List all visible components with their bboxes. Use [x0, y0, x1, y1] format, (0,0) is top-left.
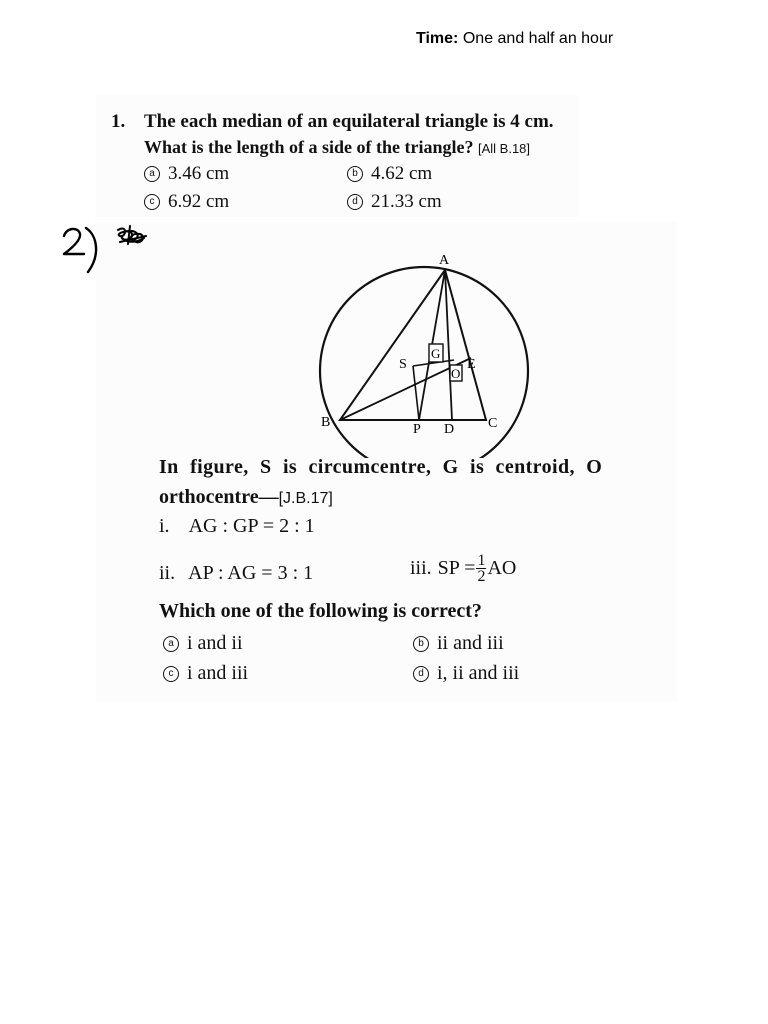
statement-iii: [410, 553, 516, 584]
handwritten-question-number: [58, 222, 158, 274]
label-g: G: [431, 346, 441, 361]
question-2-option-c: [163, 662, 248, 685]
statement-ii-label: ii.: [159, 562, 176, 584]
label-p: P: [413, 422, 421, 437]
time-label: Time:: [416, 30, 459, 47]
option-circle-icon: b: [413, 636, 429, 652]
option-circle-icon: c: [163, 666, 179, 682]
option-text: 3.46 cm: [168, 163, 230, 184]
label-a: A: [439, 253, 450, 268]
question-1-line2-text: What is the length of a side of the triangle?: [144, 137, 474, 157]
label-c: C: [488, 416, 498, 431]
fraction-one-half: [476, 553, 486, 584]
question-1-option-d: [347, 191, 442, 213]
statement-iii-pre: SP =: [437, 557, 476, 579]
statement-ii-text: AP : AG = 3 : 1: [188, 562, 314, 584]
option-text: i and ii: [187, 632, 243, 654]
question-2-line2: [159, 486, 333, 509]
line-sp: [413, 366, 419, 420]
option-circle-icon: d: [413, 666, 429, 682]
option-text: 6.92 cm: [168, 191, 230, 212]
statement-iii-post: AO: [487, 557, 517, 579]
question-1-card: [95, 95, 579, 217]
question-2-option-d: [413, 662, 519, 685]
option-circle-icon: d: [347, 194, 363, 210]
scribble-icon: [118, 226, 146, 244]
statement-i-text: AG : GP = 2 : 1: [188, 515, 315, 537]
option-circle-icon: c: [144, 194, 160, 210]
question-1-option-a: [144, 163, 229, 185]
question-1-option-b: [347, 163, 432, 185]
label-o: O: [451, 366, 461, 381]
fraction-numerator: 1: [477, 552, 486, 569]
question-2-line2-text: orthocentre—: [159, 486, 279, 508]
question-2-option-a: [163, 632, 243, 655]
question-2-line1: In figure, S is circumcentre, G is centroid, O: [159, 456, 603, 478]
option-text: i and iii: [187, 662, 249, 684]
statement-ii: [159, 562, 313, 585]
question-1-source: [All B.18]: [477, 141, 531, 156]
statement-i: [159, 515, 315, 538]
geometry-figure: [305, 248, 545, 458]
question-1-option-c: [144, 191, 229, 213]
question-2-prompt: Which one of the following is correct?: [159, 600, 482, 622]
question-2-option-b: [413, 632, 504, 655]
question-1-line1: The each median of an equilateral triangle is 4 cm.: [144, 111, 554, 132]
time-header: [416, 30, 613, 48]
fraction-denominator: 2: [477, 568, 486, 585]
option-circle-icon: b: [347, 166, 363, 182]
statement-iii-label: iii.: [410, 557, 432, 579]
statement-i-label: i.: [159, 515, 170, 537]
option-circle-icon: a: [144, 166, 160, 182]
label-b: B: [321, 415, 331, 430]
option-text: ii and iii: [437, 632, 504, 654]
time-value: One and half an hour: [462, 30, 614, 47]
option-text: i, ii and iii: [437, 662, 520, 684]
label-s: S: [399, 357, 407, 372]
question-2-source: [J.B.17]: [278, 490, 333, 507]
option-text: 21.33 cm: [371, 191, 442, 212]
option-text: 4.62 cm: [371, 163, 433, 184]
triangle-abc: [340, 270, 486, 420]
label-d: D: [444, 422, 455, 437]
question-1-number: 1.: [111, 111, 126, 132]
question-1-line2: [144, 137, 530, 158]
label-e: E: [467, 357, 476, 372]
option-circle-icon: a: [163, 636, 179, 652]
